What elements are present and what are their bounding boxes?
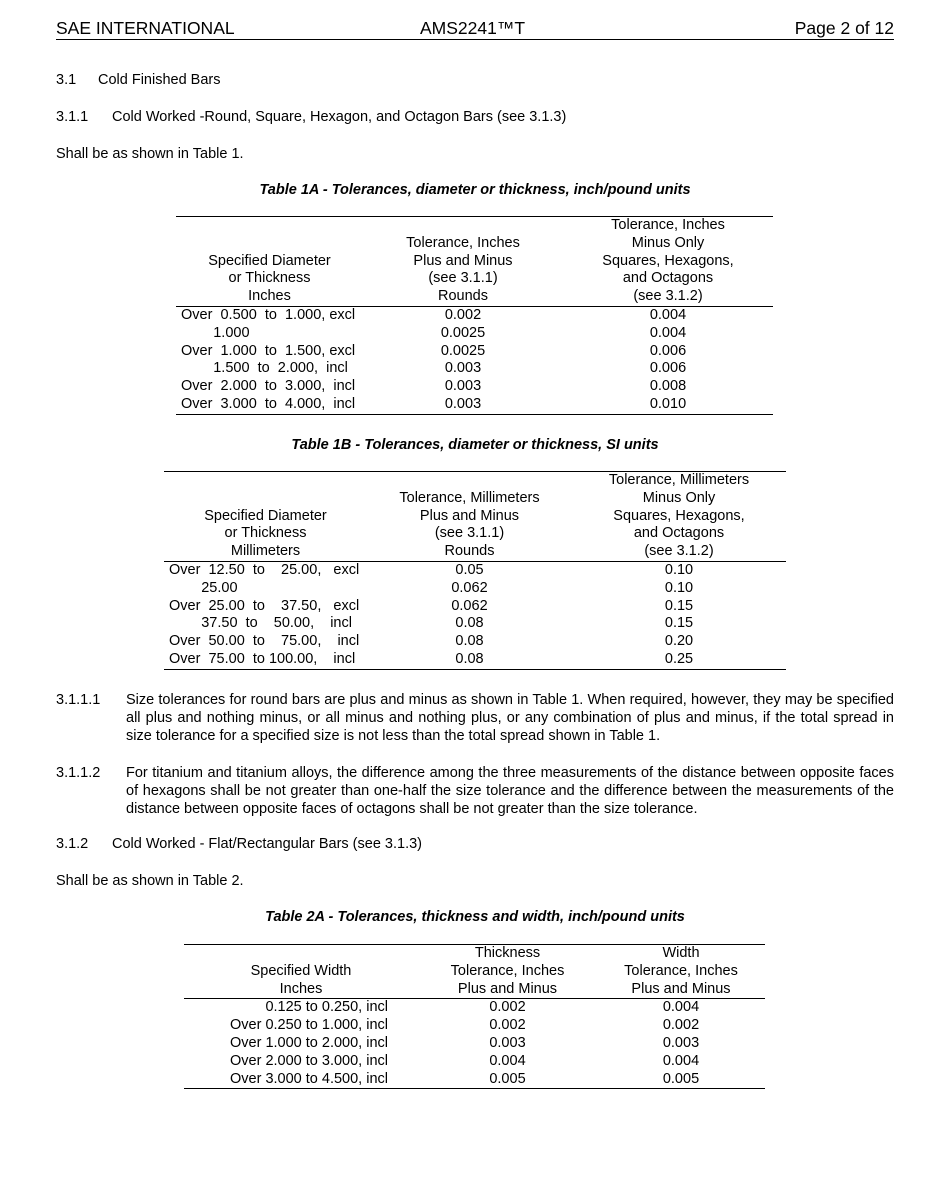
column-header-cell: Specified Diameter [204,507,327,524]
header-row [184,945,765,963]
column-header-cell [363,217,563,235]
header-row [184,981,765,999]
table-1a [176,216,773,415]
paragraph-number: 3.1.1.1 [56,692,101,708]
table-row [184,1035,765,1053]
table-1b-caption: Table 1B - Tolerances, diameter or thickness, SI units [291,437,659,453]
tolerance-value-cell: 0.010 [563,396,773,414]
paragraph-text: Size tolerances for round bars are plus and minus as shown in Table 1. When required, however, they may be specified all plus and nothing minus, or all minus and nothing plus, or any combination of plus and minus, if the total spread in size tolerance for a specified size is not less than the total spread shown in Table 1. [126,692,894,744]
table-2a-caption: Table 2A - Tolerances, thickness and width, inch/pound units [265,909,685,925]
header-row [164,490,786,508]
tolerance-value-cell: 0.002 [662,1017,700,1034]
column-header-cell: Specified Diameter [208,252,331,269]
column-header-cell: Specified Width [250,962,352,979]
tolerance-value-cell: 0.008 [649,378,687,395]
tolerance-value-cell: 0.062 [451,579,488,596]
paragraph-3-1-1-2 [56,764,894,818]
section-3-1-1-heading [56,108,566,126]
header-row [164,508,786,526]
tolerance-value-cell: 0.05 [455,561,484,578]
column-header-cell: Inches [176,288,363,306]
table-1a-body [176,306,773,414]
tolerance-value-cell: 0.004 [649,306,687,323]
column-header-cell: Tolerance, Millimeters [399,489,540,506]
column-header-cell [176,235,363,253]
tolerance-value-cell: 0.004 [489,1052,526,1069]
table-row [176,343,773,361]
column-header-cell: Plus and Minus [419,507,520,524]
column-header-cell: Squares, Hexagons, [602,252,734,269]
size-range-cell: Over 3.000 to 4.500, incl [184,1071,418,1089]
table-row [164,633,786,651]
column-header-cell: Squares, Hexagons, [613,507,745,524]
column-header-cell: Millimeters [164,543,367,561]
paragraph-3-1-1-1 [56,691,894,745]
column-header-cell: and Octagons [622,270,714,287]
paragraph-text: For titanium and titanium alloys, the difference among the three measurements of the distance between opposite faces of hexagons shall be not greater than one-half the size tolerance and the difference between the measurements of the distance between opposite faces of octagons shall be not greater than the size tolerance. [126,765,894,817]
section-number: 3.1.1 [56,109,89,125]
column-header-cell: and Octagons [633,525,725,542]
size-range-cell: 25.00 [169,579,238,596]
column-header-cell [176,217,363,235]
table-row [176,396,773,414]
column-header-cell: (see 3.1.1) [428,270,498,287]
size-range-cell: Over 0.500 to 1.000, excl [181,306,356,323]
tolerance-value-cell: 0.10 [664,579,694,596]
table-row [164,651,786,669]
size-range-cell: Over 0.250 to 1.000, incl [230,1017,388,1034]
table-2a-body [184,999,765,1089]
table-2a [184,944,765,1089]
tolerance-value-cell: 0.15 [664,597,694,614]
table-1b-body [164,561,786,669]
column-header-cell: (see 3.1.2) [572,543,786,561]
table-row [164,580,786,598]
tolerance-value-cell: 0.15 [664,615,694,632]
header-row [164,525,786,543]
header-row [164,472,786,490]
header-row [176,270,773,288]
tolerance-value-cell: 0.10 [664,561,694,578]
table-row [164,615,786,633]
size-range-cell: Over 1.000 to 2.000, incl [230,1034,388,1051]
column-header-cell: Minus Only [631,234,705,251]
tolerance-value-cell: 0.003 [363,396,563,414]
publisher-name: SAE INTERNATIONAL [56,18,235,38]
table-1b-header [164,472,786,562]
column-header-cell: Inches [184,981,418,999]
tolerance-value-cell: 0.003 [489,1034,526,1051]
tolerance-value-cell: 0.002 [489,1017,526,1034]
tolerance-value-cell: 0.006 [649,342,687,359]
tolerance-value-cell: 0.08 [455,615,484,632]
tolerance-value-cell: 0.006 [649,360,687,377]
tolerance-value-cell: 0.20 [664,633,694,650]
header-row [176,288,773,306]
table-row [176,378,773,396]
shall-table-2-text: Shall be as shown in Table 2. [56,873,244,889]
column-header-cell: Tolerance, Inches [406,234,520,251]
header-row [184,963,765,981]
column-header-cell: (see 3.1.1) [434,525,505,542]
tolerance-value-cell: 0.0025 [440,342,486,359]
tolerance-value-cell: 0.005 [597,1071,765,1089]
page-header [56,17,894,40]
section-3-1-heading [56,71,221,89]
tolerance-value-cell: 0.005 [418,1071,597,1089]
tolerance-value-cell: 0.004 [662,999,700,1016]
size-range-cell: Over 25.00 to 37.50, excl [169,597,360,614]
tolerance-value-cell: 0.004 [649,324,687,341]
size-range-cell: Over 1.000 to 1.500, excl [181,342,356,359]
table-2a-header [184,945,765,999]
tolerance-value-cell: 0.003 [444,360,482,377]
section-title: Cold Worked -Round, Square, Hexagon, and Octagon Bars (see 3.1.3) [112,109,567,125]
tolerance-value-cell: 0.003 [662,1034,700,1051]
column-header-cell: Plus and Minus [597,981,765,999]
tolerance-value-cell: 0.062 [451,597,488,614]
tolerance-value-cell: 0.08 [367,651,572,669]
size-range-cell: Over 50.00 to 75.00, incl [169,633,360,650]
column-header-cell: Tolerance, Millimeters [572,472,786,490]
column-header-cell [184,945,418,963]
tolerance-value-cell: 0.002 [489,999,526,1016]
table-row [176,360,773,378]
table-row [164,561,786,579]
column-header-cell: (see 3.1.2) [563,288,773,306]
column-header-cell: Thickness [418,945,597,963]
size-range-cell: Over 75.00 to 100.00, incl [164,651,367,669]
document-number: AMS2241™T [420,18,526,38]
tolerance-value-cell: 0.08 [455,633,484,650]
section-number: 3.1 [56,72,77,88]
section-title: Cold Worked - Flat/Rectangular Bars (see 3.1.3) [112,836,423,852]
header-row [176,235,773,253]
table-row [184,1017,765,1035]
size-range-cell: 0.125 to 0.250, incl [265,999,388,1016]
column-header-cell: Tolerance, Inches [624,962,738,979]
tolerance-value-cell: 0.003 [444,378,482,395]
size-range-cell: 1.000 [181,324,250,341]
column-header-cell: Minus Only [642,489,716,506]
column-header-cell: Rounds [367,543,572,561]
size-range-cell: Over 2.000 to 3.000, incl [181,378,356,395]
paragraph-number: 3.1.1.2 [56,765,101,781]
column-header-cell: Tolerance, Inches [450,962,565,979]
table-row [176,306,773,324]
shall-table-1-text: Shall be as shown in Table 1. [56,146,244,162]
header-row [164,543,786,561]
table-1a-caption: Table 1A - Tolerances, diameter or thickness, inch/pound units [259,182,691,198]
column-header-cell: Tolerance, Inches [563,217,773,235]
header-row [176,253,773,271]
table-row [184,999,765,1017]
size-range-cell: 1.500 to 2.000, incl [181,360,348,377]
size-range-cell: Over 3.000 to 4.000, incl [176,396,363,414]
section-number: 3.1.2 [56,836,89,852]
table-1a-header [176,217,773,307]
tolerance-value-cell: 0.25 [572,651,786,669]
tolerance-value-cell: 0.004 [662,1052,700,1069]
column-header-cell: Width [597,945,765,963]
tolerance-value-cell: 0.0025 [440,324,486,341]
tolerance-value-cell: 0.002 [444,306,482,323]
header-row [176,217,773,235]
size-range-cell: 37.50 to 50.00, incl [169,615,352,632]
table-row [184,1053,765,1071]
column-header-cell [164,472,367,490]
table-row [164,598,786,616]
page-number: Page 2 of 12 [794,18,894,38]
size-range-cell: Over 12.50 to 25.00, excl [169,561,360,578]
section-3-1-2-heading [56,835,422,853]
table-row [184,1071,765,1089]
column-header-cell: Plus and Minus [418,981,597,999]
size-range-cell: Over 2.000 to 3.000, incl [230,1052,388,1069]
column-header-cell: Rounds [363,288,563,306]
column-header-cell: or Thickness [228,270,311,287]
column-header-cell: Plus and Minus [413,252,513,269]
table-row [176,325,773,343]
table-1b [164,471,786,670]
column-header-cell: or Thickness [224,525,307,542]
column-header-cell [367,472,572,490]
section-title: Cold Finished Bars [98,72,221,88]
column-header-cell [164,490,367,508]
